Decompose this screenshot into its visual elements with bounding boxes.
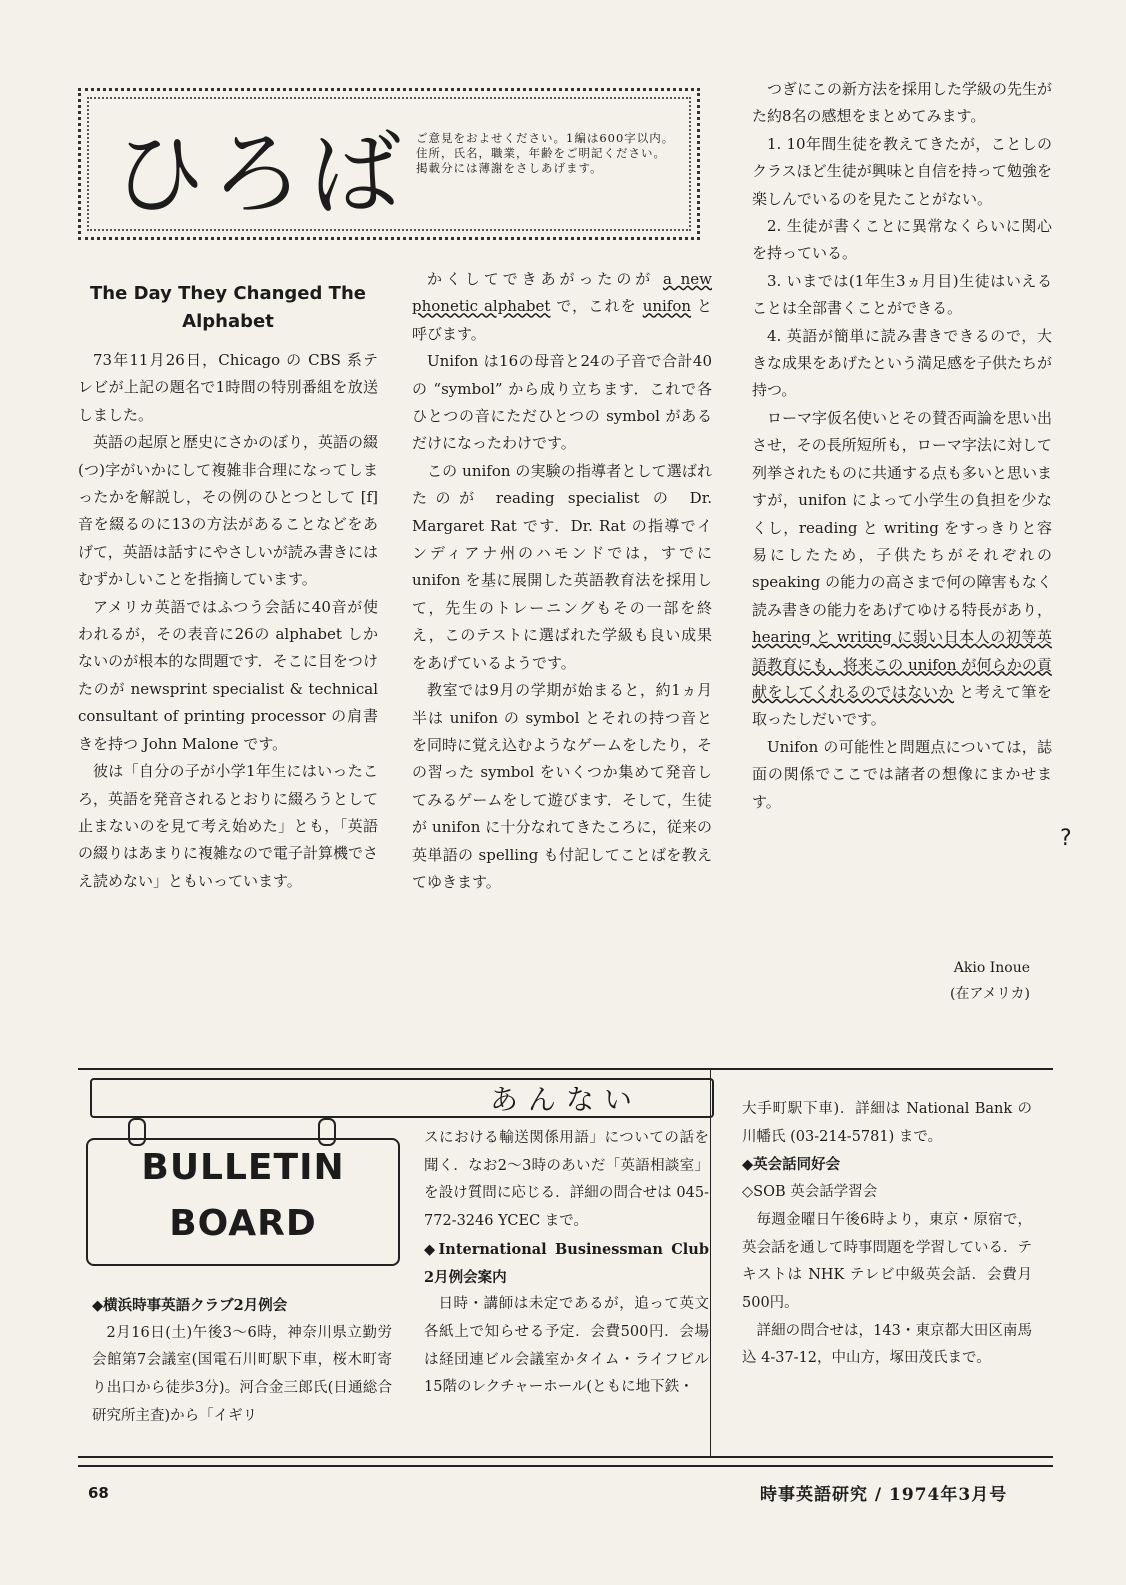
notice-heading: ◆International Businessman Club 2月例会案内	[424, 1240, 709, 1286]
bulletin-column-3	[742, 1096, 1032, 1373]
notice-body: 日時・講師は未定であるが，追って英文各紙上で知らせる予定．会費500円．会場は経団連ビル会議室かタイム・ライフビル15階のレクチャーホール(ともに地下鉄・	[424, 1296, 709, 1396]
paragraph: 73年11月26日，Chicago の CBS 系テレビが上記の題名で1時間の特別番組を放送しました。	[78, 351, 378, 424]
underlined-phrase: unifon	[642, 297, 692, 316]
section-title: ひろば	[113, 121, 408, 228]
text-run: と考えて筆を取ったしだいです。	[752, 682, 1052, 729]
list-item: 4. 英語が簡単に読み書きできるので，大きな成果をあげたという満足感を子供たちが持つ。	[752, 326, 1053, 400]
paragraph: 英語の起原と歴史にさかのぼり，英語の綴(つ)字がいかにして複雑非合理になってしまったかを解説し，その例のひとつとして [f] 音を綴るのに13の方法があることなどをあげて，英語は話すにやさしいが読み書きにはむずかしいことを指摘しています。	[78, 433, 379, 589]
list-item: 1. 10年間生徒を教えてきたが，ことしのクラスほど生徒が興味と自信を持って勉強を楽しんでいるのを見たことがない。	[752, 134, 1052, 208]
notice-heading: ◆英会話同好会	[742, 1156, 841, 1174]
paragraph: 教室では9月の学期が始まると，約1ヵ月半は unifon の symbol とそれの持つ音とを同時に覚え込むようなゲームをしたり，その習った symbol をいくつか集めて発音してみるゲームをして遊びます．そして，生徒が unifon に十分なれてきたころに，従来の英単語の spelling も付記してことばを教えてゆきます。	[412, 681, 713, 891]
page-number: 68	[88, 1484, 109, 1502]
bulletin-board-sign	[86, 1138, 400, 1266]
sign-line: BULLETIN	[141, 1147, 345, 1188]
paragraph	[752, 405, 1052, 734]
underlined-phrase: a new phonetic alphabet	[412, 270, 712, 316]
bulletin-column-2	[424, 1125, 709, 1402]
paragraph: 彼は「自分の子が小学1年生にはいったころ，英語を発音されるとおりに綴ろうとして止まないのを見て考え始めた」とも，「英語の綴りはあまりに複雑なので電子計算機でさえ読めない」ともいっています。	[78, 762, 379, 890]
author-signature	[930, 955, 1030, 1007]
sign-line: BOARD	[169, 1203, 317, 1244]
column-divider	[710, 1070, 711, 1456]
bulletin-column-1	[92, 1292, 392, 1431]
paragraph: つぎにこの新方法を採用した学級の先生がた約8名の感想をまとめてみます。	[752, 80, 1053, 126]
hiroba-header-box	[78, 88, 700, 240]
text-run: かくしてできあがったのが	[427, 270, 655, 288]
publication-name: 時事英語研究 / 1974年3月号	[760, 1485, 1008, 1505]
footer-rule	[78, 1465, 1053, 1467]
list-item: 3. いまでは(1年生3ヵ月目)生徒はいえることは全部書くことができる。	[752, 271, 1052, 318]
article-column-1	[78, 347, 378, 895]
paragraph: アメリカ英語ではふつう会話に40音が使われるが，その表音に26の alphabet しかないのが根本的な問題です．そこに目をつけたのが newsprint specialist & technical consultant of printing processor の肩書きを持つ John Malone です。	[78, 597, 378, 753]
notice-subheading: ◇SOB 英会話学習会	[742, 1184, 878, 1201]
margin-question-mark: ?	[1060, 826, 1072, 851]
notice-body: 大手町駅下車)．詳細は National Bank の川幡氏 (03-214-5781) まで。	[742, 1101, 1032, 1145]
notice-body: スにおける輸送関係用語」についての話を聞く．なお2〜3時のあいだ「英語相談室」を設け質問に応じる．詳細の問合せは 045-772-3246 YCEC まで。	[424, 1130, 709, 1230]
notice-heading: ◆横浜時事英語クラブ2月例会	[92, 1297, 288, 1314]
text-run: で，これを	[556, 297, 637, 316]
paragraph	[412, 266, 712, 348]
underlined-phrase: hearing と writing に弱い日本人の初等英語教育にも，将来この unifon が何らかの貢献をしてくれるのではないか	[752, 628, 1052, 701]
paragraph: Unifon は16の母音と24の子音で合計40の “symbol” から成り立ちます．これで各ひとつの音にただひとつの symbol があるだけになったわけです。	[412, 352, 712, 453]
article-column-2	[412, 266, 712, 896]
author-location: (在アメリカ)	[950, 986, 1030, 1002]
annai-label: あんない	[490, 1083, 643, 1116]
notice-body: 2月16日(土)午後3〜6時，神奈川県立勤労会館第7会議室(国電石川町駅下車，桜木町寄り出口から徒歩3分)。河合金三郎氏(日通総合研究所主査)から「イギリ	[92, 1324, 392, 1424]
text-run: と呼びます。	[412, 297, 712, 343]
notice-body: 毎週金曜日午後6時より，東京・原宿で，英会話を通して時事問題を学習している．テキストは NHK テレビ中級英会話．会費月500円。	[742, 1211, 1032, 1311]
author-name: Akio Inoue	[953, 960, 1030, 976]
text-run: ローマ字仮名使いとその賛否両論を思い出させ，その長所短所も，ローマ字法に対して列挙されたものに共通する点も多いと思いますが，unifon によって小学生の負担を少なくし，reading と writing をすっきりと容易にしたため，子供たちがそれぞれの speaking の能力の高さまで何の障害もなく読み書きの能力をあげてゆける特長があり，	[752, 408, 1053, 619]
article-title: The Day They Changed The Alphabet	[90, 283, 366, 332]
submission-note: ご意見をおよせください。1編は600字以内。住所，氏名，職業，年齢をご明記ください。掲載分には薄謝をさしあげます。	[416, 131, 675, 175]
paragraph: Unifon の可能性と問題点については，誌面の関係でここでは諸者の想像にまかせます。	[752, 737, 1052, 811]
paragraph: この unifon の実験の指導者として選ばれたのが reading specialist の Dr. Margaret Rat です．Dr. Rat の指導でインディアナ州のハモンドでは，すでに unifon を基に展開した英語教育法を採用して，先生のトレーニングもその一部を終え，このテストに選ばれた学級も良い成果をあげているようです。	[412, 461, 712, 672]
article-column-3	[752, 76, 1052, 816]
notice-body: 詳細の問合せは，143・東京都大田区南馬込 4-37-12，中山方，塚田茂氏まで。	[742, 1322, 1032, 1367]
list-item: 2. 生徒が書くことに異常なくらいに関心を持っている。	[752, 217, 1052, 263]
